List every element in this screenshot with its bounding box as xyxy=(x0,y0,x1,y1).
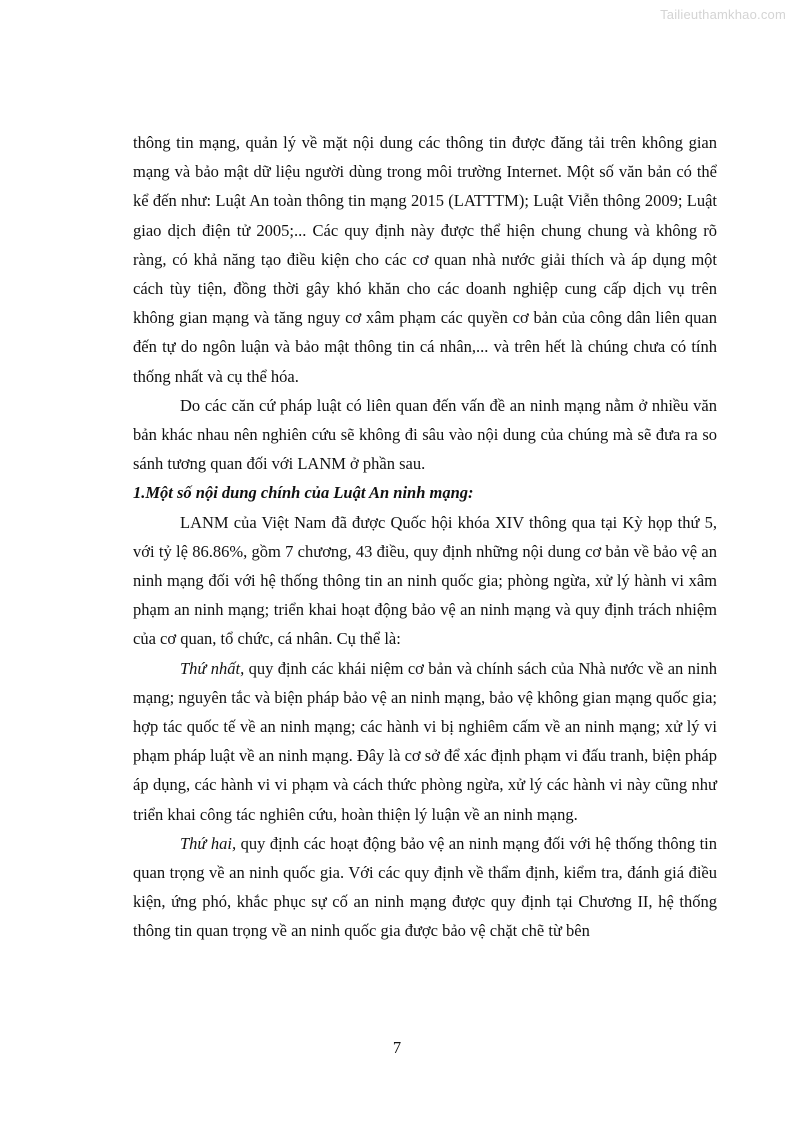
watermark: Tailieuthamkhao.com xyxy=(660,7,786,22)
section-heading: 1.Một số nội dung chính của Luật An ninh mạng: xyxy=(133,483,474,503)
paragraph-first-point xyxy=(133,654,717,829)
paragraph-lead-second: Thứ hai, xyxy=(180,833,237,853)
document-body xyxy=(133,128,717,946)
paragraph-continuation: thông tin mạng, quản lý về mặt nội dung các thông tin được đăng tải trên không gian mạng và bảo mật dữ liệu người dùng trong môi trường Internet. Một số văn bản có thể kể đến như: Luật An toàn thông tin mạng 2015 (LATTTM); Luật Viễn thông 2009; Luật giao dịch điện tử 2005;... Các quy định này được thể hiện chung chung và không rõ ràng, có khả năng tạo điều kiện cho các cơ quan nhà nước giải thích và áp dụng một cách tùy tiện, đồng thời gây khó khăn cho các doanh nghiệp cung cấp dịch vụ trên không gian mạng và tăng nguy cơ xâm phạm các quyền cơ bản của công dân liên quan đến tự do ngôn luận và bảo mật thông tin cá nhân,... và trên hết là chúng chưa có tính thống nhất và cụ thể hóa. xyxy=(133,133,717,386)
paragraph-second-point xyxy=(133,829,717,946)
paragraph-scope-note: Do các căn cứ pháp luật có liên quan đến vấn đề an ninh mạng nằm ở nhiều văn bản khác nhau nên nghiên cứu sẽ không đi sâu vào nội dung của chúng mà sẽ đưa ra so sánh tương quan đối với LANM ở phần sau. xyxy=(133,395,717,474)
paragraph-body-second: quy định các hoạt động bảo vệ an ninh mạng đối với hệ thống thông tin quan trọng về an ninh quốc gia. Với các quy định về thẩm định, kiểm tra, đánh giá điều kiện, ứng phó, khắc phục sự cố an ninh mạng được quy định tại Chương II, hệ thống thông tin quan trọng về an ninh quốc gia được bảo vệ chặt chẽ từ bên xyxy=(133,833,718,941)
paragraph-body-first: quy định các khái niệm cơ bản và chính sách của Nhà nước về an ninh mạng; nguyên tắc và biện pháp bảo vệ an ninh mạng, bảo vệ không gian mạng quốc gia; hợp tác quốc tế về an ninh mạng; các hành vi bị nghiêm cấm về an ninh mạng; xử lý vi phạm pháp luật về an ninh mạng. Đây là cơ sở để xác định phạm vi đấu tranh, biện pháp áp dụng, các hành vi vi phạm và cách thức phòng ngừa, xử lý các hành vi này cũng như triển khai công tác nghiên cứu, hoàn thiện lý luận về an ninh mạng. xyxy=(133,658,717,824)
page-number: 7 xyxy=(392,1038,402,1057)
paragraph-lead-first: Thứ nhất, xyxy=(180,658,245,678)
paragraph-law-overview: LANM của Việt Nam đã được Quốc hội khóa XIV thông qua tại Kỳ họp thứ 5, với tỷ lệ 86.86%, gồm 7 chương, 43 điều, quy định những nội dung cơ bản về bảo vệ an ninh mạng đối với hệ thống thông tin an ninh quốc gia; phòng ngừa, xử lý hành vi xâm phạm an ninh mạng; triển khai hoạt động bảo vệ an ninh mạng và quy định trách nhiệm của cơ quan, tổ chức, cá nhân. Cụ thể là: xyxy=(133,512,717,649)
